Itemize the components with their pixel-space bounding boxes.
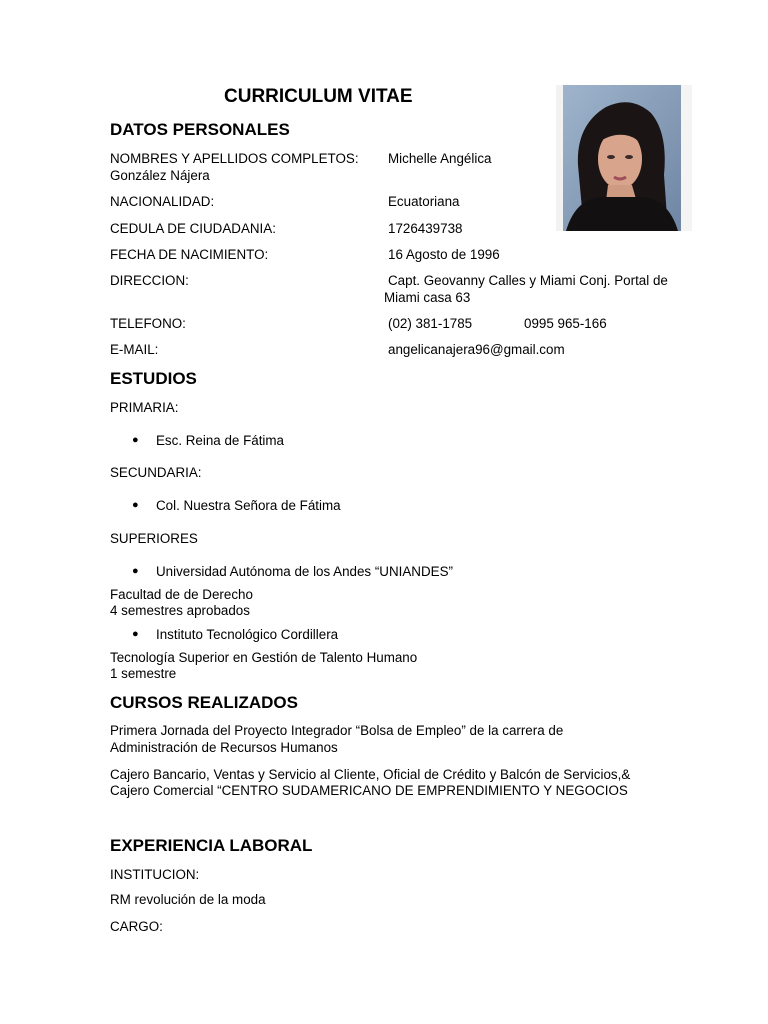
address-value-continued: Miami casa 63 [384,290,471,305]
page-title: CURRICULUM VITAE [224,86,413,107]
section-heading-personal-data: DATOS PERSONALES [110,120,290,139]
nationality-value: Ecuatoriana [388,194,460,209]
institute-progress: 1 semestre [110,666,177,681]
email-value: angelicanajera96@gmail.com [388,342,565,357]
course-1-line-2: Administración de Recursos Humanos [110,740,338,755]
institute-item: Instituto Tecnológico Cordillera [156,627,339,642]
email-label: E-MAIL: [110,342,159,357]
primary-school-label: PRIMARIA: [110,400,179,415]
higher-education-label: SUPERIORES [110,531,198,546]
full-name-value: Michelle Angélica [388,151,492,166]
bullet-icon: ● [132,628,139,640]
section-heading-studies: ESTUDIOS [110,369,197,388]
university-faculty: Facultad de de Derecho [110,587,253,602]
phone-label: TELEFONO: [110,316,186,331]
address-value: Capt. Geovanny Calles y Miami Conj. Portal de [388,273,668,288]
course-1-line-1: Primera Jornada del Proyecto Integrador “Bolsa de Empleo” de la carrera de [110,723,564,738]
position-label: CARGO: [110,919,163,934]
institution-value: RM revolución de la moda [110,892,266,907]
bullet-icon: ● [132,565,139,577]
bullet-icon: ● [132,499,139,511]
id-number-value: 1726439738 [388,221,463,236]
course-2-line-1: Cajero Bancario, Ventas y Servicio al Cliente, Oficial de Crédito y Balcón de Servicios,& [110,767,631,782]
nationality-label: NACIONALIDAD: [110,194,215,209]
full-name-value-continued: González Nájera [110,168,210,183]
university-progress: 4 semestres aprobados [110,603,250,618]
profile-photo [556,85,692,231]
full-name-label: NOMBRES Y APELLIDOS COMPLETOS: [110,151,359,166]
phone-value-landline: (02) 381-1785 [388,316,473,331]
portrait-image [556,85,692,231]
section-heading-experience: EXPERIENCIA LABORAL [110,836,313,855]
birth-date-value: 16 Agosto de 1996 [388,247,500,262]
secondary-school-label: SECUNDARIA: [110,465,202,480]
primary-school-item: Esc. Reina de Fátima [156,433,285,448]
section-heading-courses: CURSOS REALIZADOS [110,693,298,712]
course-2-line-2: Cajero Comercial “CENTRO SUDAMERICANO DE EMPRENDIMIENTO Y NEGOCIOS [110,783,628,798]
birth-date-label: FECHA DE NACIMIENTO: [110,247,269,262]
institution-label: INSTITUCION: [110,867,200,882]
bullet-icon: ● [132,434,139,446]
phone-value-mobile: 0995 965-166 [524,316,607,331]
secondary-school-item: Col. Nuestra Señora de Fátima [156,498,341,513]
address-label: DIRECCION: [110,273,189,288]
university-item: Universidad Autónoma de los Andes “UNIANDES” [156,564,453,579]
institute-program: Tecnología Superior en Gestión de Talento Humano [110,650,418,665]
id-number-label: CEDULA DE CIUDADANIA: [110,221,276,236]
